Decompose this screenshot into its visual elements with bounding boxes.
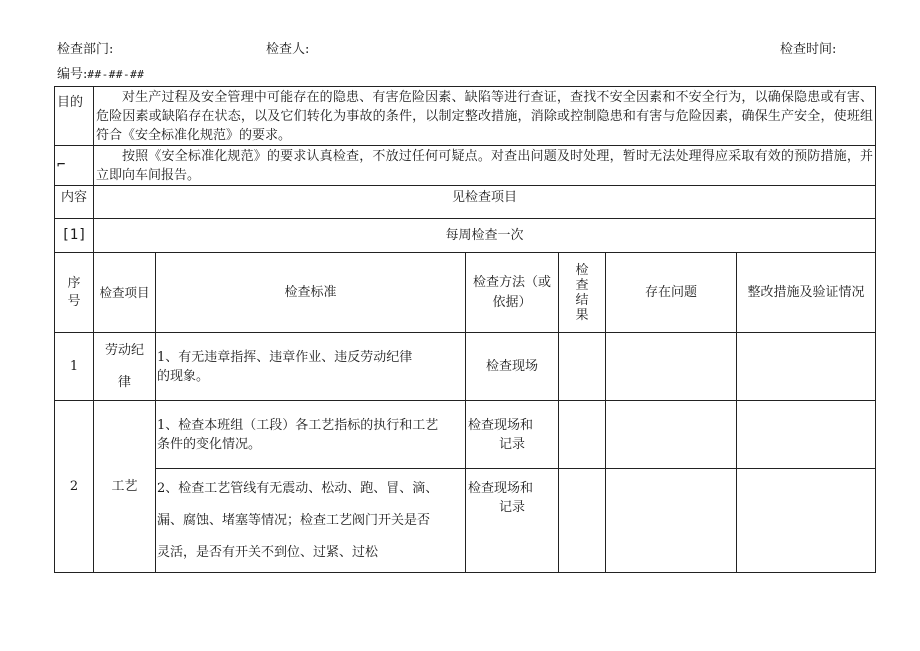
row-method-line: 记录 [498, 500, 525, 515]
frequency-label-mark: [1] [61, 227, 87, 243]
row-result-cell[interactable] [559, 469, 606, 573]
row-standard-line: 漏、腐蚀、堵塞等情况；检查工艺阀门开关是否 [157, 512, 431, 528]
row-method-line: 检查现场和 [468, 417, 534, 433]
row-problem-cell[interactable] [606, 401, 737, 469]
column-header-row [55, 253, 876, 333]
row-standard-line: 2、检查工艺管线有无震动、松动、跑、冒、滴、 [157, 480, 439, 496]
inspector-label: 检查人: [266, 42, 310, 57]
frequency-label [55, 219, 94, 253]
col-result: 检查结果 [559, 253, 606, 333]
row-standard-line: 1、有无违章指挥、违章作业、违反劳动纪律 [157, 349, 413, 365]
row-rectify-cell[interactable] [737, 401, 876, 469]
col-method: 检查方法（或依据） [466, 253, 559, 333]
serial-value: ##-##-## [87, 68, 145, 81]
row-problem-cell[interactable] [606, 333, 737, 401]
row-item-line: 律 [117, 374, 131, 390]
row-method-line: 检查现场和 [468, 481, 534, 496]
row-problem-cell[interactable] [606, 469, 737, 573]
col-item: 检查项目 [94, 253, 156, 333]
content-row [55, 186, 876, 219]
row-standard-line: 条件的变化情况。 [157, 436, 262, 452]
table-row [55, 469, 876, 573]
table-row [55, 401, 876, 469]
content-value: 见检查项目 [94, 186, 876, 219]
row-standard-line: 灵活，是否有开关不到位、过紧、过松 [157, 544, 379, 560]
requirement-label-mark: ⌐ [57, 157, 66, 173]
row-standard-line: 1、检查本班组（工段）各工艺指标的执行和工艺 [157, 417, 439, 433]
frequency-value: 每周检查一次 [94, 219, 876, 253]
department-label: 检查部门: [57, 42, 114, 57]
serial-number [57, 63, 144, 82]
row-method [466, 469, 559, 573]
inspection-table [54, 86, 876, 573]
purpose-text: 对生产过程及安全管理中可能存在的隐患、有害危险因素、缺陷等进行查证，查找不安全因素和不安全行为，以确保隐患或有害、危险因素或缺陷存在状态，以及它们转化为事故的条件，以制定整改措施，消除或控制隐患和有害与危险因素，确保生产安全，使班组符合《安全标准化规范》的要求。 [94, 87, 876, 146]
row-item-line: 劳动纪 [104, 342, 144, 358]
row-seq: 1 [55, 333, 94, 401]
row-standard [156, 401, 466, 469]
purpose-row [55, 87, 876, 146]
row-rectify-cell[interactable] [737, 333, 876, 401]
col-problem: 存在问题 [606, 253, 737, 333]
row-item: 工艺 [94, 401, 156, 573]
frequency-row [55, 219, 876, 253]
col-standard: 检查标准 [156, 253, 466, 333]
row-standard [156, 333, 466, 401]
row-rectify-cell[interactable] [737, 469, 876, 573]
row-method-line: 记录 [498, 436, 525, 452]
row-item [94, 333, 156, 401]
row-standard-line: 的现象。 [157, 368, 210, 384]
row-seq: 2 [55, 401, 94, 573]
purpose-label: 目的 [55, 87, 94, 146]
row-method: 检查现场 [466, 333, 559, 401]
requirement-row [55, 146, 876, 186]
serial-label: 编号: [57, 67, 88, 82]
row-result-cell[interactable] [559, 401, 606, 469]
col-seq: 序号 [55, 253, 94, 333]
row-standard [156, 469, 466, 573]
requirement-label [55, 146, 94, 186]
content-label: 内容 [55, 186, 94, 219]
row-result-cell[interactable] [559, 333, 606, 401]
inspection-time-label: 检查时间: [780, 42, 837, 57]
requirement-text: 按照《安全标准化规范》的要求认真检查，不放过任何可疑点。对查出问题及时处理，暂时无法处理得应采取有效的预防措施，并立即向车间报告。 [94, 146, 876, 186]
row-method [466, 401, 559, 469]
col-rectify: 整改措施及验证情况 [737, 253, 876, 333]
table-row [55, 333, 876, 401]
